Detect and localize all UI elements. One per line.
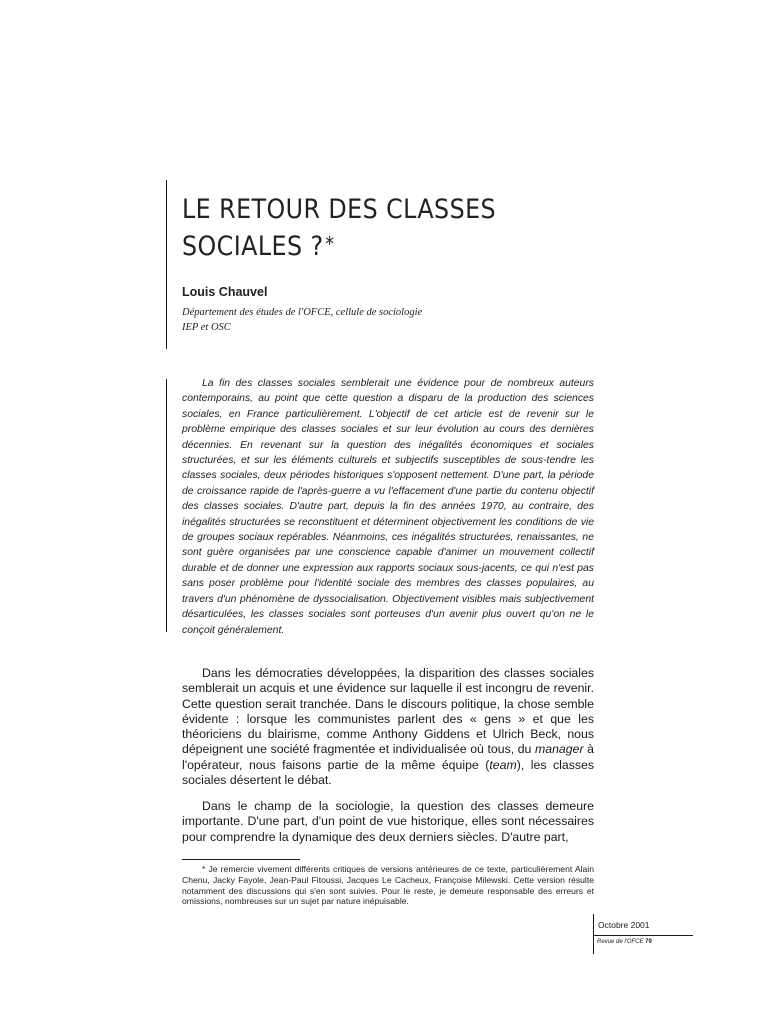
affiliation-line: Département des études de l'OFCE, cellule de sociologie <box>182 307 423 318</box>
footnote-text: Je remercie vivement différents critiques de versions antérieures de ce texte, particulièrement Alain Chenu, Jacky Fayole, Jean-Paul Fitoussi, Jacques Le Cacheux, Françoise Milewski. Cette version résulte notamment des discussions qui s'en sont suivies. Pour le reste, je demeure responsable des erreurs et omissions, nombreuses sur un sujet par nature inépuisable. <box>182 864 594 907</box>
article-title <box>182 193 552 264</box>
paragraph-text: ), les classes sociales désertent le débat. <box>182 757 594 788</box>
emphasis-manager: manager <box>535 742 584 757</box>
abstract-vertical-rule <box>166 379 167 632</box>
footnote-separator <box>182 859 300 860</box>
issue-date: Octobre 2001 <box>598 920 650 930</box>
title-vertical-rule <box>166 180 167 349</box>
author-name: Louis Chauvel <box>182 285 268 299</box>
page-number: 79 <box>645 939 652 945</box>
paragraph-text: Dans les démocraties développées, la disparition des classes sociales semblerait un acquis et une évidence sur laquelle il est incongru de revenir. Cette question serait tranchée. Dans le discours politique, la chose semble évidente : lorsque les communistes parlent des « gens » et que les théoriciens du blairisme, comme Anthony Giddens et Ulrich Beck, nous dépeignent une société fragmentée et individualisée où tous, du <box>182 666 594 757</box>
journal-page-line <box>597 939 652 945</box>
footer-horizontal-rule <box>593 935 693 936</box>
footnote-mark: * <box>202 864 206 874</box>
affiliation-line: IEP et OSC <box>182 322 231 333</box>
article-title-text: LE RETOUR DES CLASSES SOCIALES ? <box>182 194 497 262</box>
emphasis-team: team <box>489 757 517 772</box>
abstract: La fin des classes sociales semblerait une évidence pour de nombreux auteurs contemporains, au point que cette question a disparu de la production des sciences sociales, en France particulièrement. L'objectif de cet article est de revenir sur le problème empirique des classes sociales et sur leur évolution au cours des dernières décennies. En revenant sur la question des inégalités économiques et sociales structurées, et sur les éléments culturels et subjectifs susceptibles de sous-tendre les classes sociales, deux périodes historiques s'opposent nettement. D'une part, la période de croissance rapide de l'après-guerre a vu l'effacement d'une partie du contenu objectif des classes sociales. D'autre part, depuis la fin des années 1970, au contraire, des inégalités structurées se reconstituent et déterminent objectivement les conditions de vie de groupes sociaux repérables. Néanmoins, ces inégalités structurées, renaissantes, ne sont guère organisées par une conscience capable d'animer un mouvement collectif durable et de donner une expression aux rapports sociaux sous-jacents, ce qui n'est pas sans poser problème pour l'identité sociale des membres des classes populaires, au travers d'un phénomène de dyssocialisation. Objectivement visibles mais subjectivement désarticulées, les classes sociales sont porteuses d'un avenir plus ouvert qu'on ne le conçoit généralement. <box>182 378 594 636</box>
body-paragraph: Dans le champ de la sociologie, la question des classes demeure importante. D'une part, d'un point de vue historique, elles sont nécessaires pour comprendre la dynamique des deux derniers siècles. D'autre part, <box>182 799 594 844</box>
footer-vertical-rule <box>593 914 594 954</box>
paragraph-text: à l'opérateur, nous faisons partie de la même équipe ( <box>182 742 594 772</box>
journal-name: Revue de l'OFCE <box>597 939 644 945</box>
author-affiliation <box>182 305 422 335</box>
body-paragraph <box>182 666 594 788</box>
footnote <box>182 864 594 907</box>
title-footnote-mark: * <box>325 232 335 256</box>
